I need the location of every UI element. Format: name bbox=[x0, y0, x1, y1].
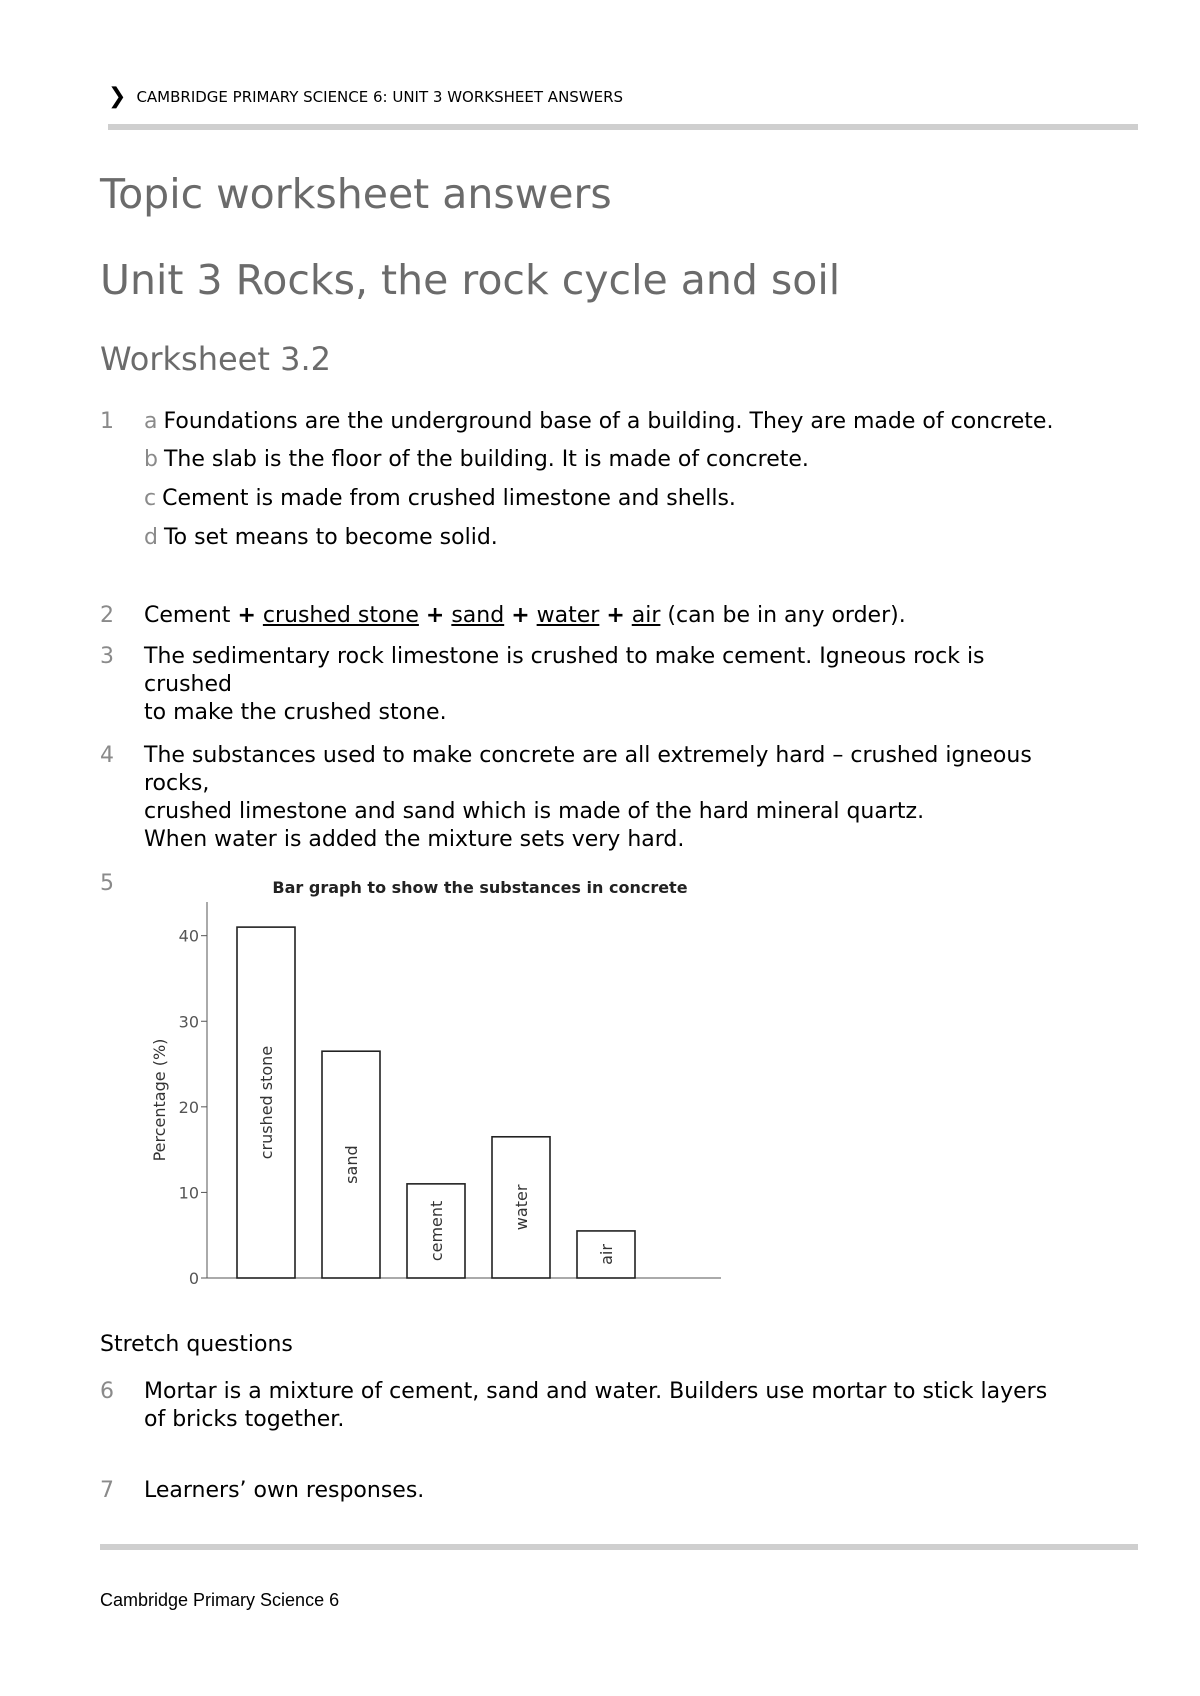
answer-1b bbox=[144, 446, 1060, 474]
question-number: 2 bbox=[100, 603, 114, 628]
question-1 bbox=[100, 408, 1060, 552]
worksheet-title: Worksheet 3.2 bbox=[100, 340, 331, 378]
y-tick-label: 10 bbox=[178, 1183, 199, 1203]
plus-sign: + bbox=[425, 603, 445, 628]
bar-label: water bbox=[512, 1184, 531, 1231]
question-number: 4 bbox=[100, 743, 114, 768]
plus-sign: + bbox=[606, 603, 625, 628]
y-tick-label: 0 bbox=[188, 1269, 199, 1288]
answer-text: Cement bbox=[144, 603, 231, 628]
blank-answer: water bbox=[536, 603, 600, 628]
answer-1d bbox=[144, 524, 1060, 552]
plus-sign: + bbox=[511, 603, 530, 628]
answer-line: of bricks together. bbox=[144, 1407, 345, 1432]
answer-text: Cement is made from crushed limestone and shells. bbox=[162, 486, 736, 511]
answer-text: The slab is the floor of the building. It is made of concrete. bbox=[163, 447, 809, 472]
question-number: 5 bbox=[100, 871, 114, 896]
y-axis-label: Percentage (%) bbox=[150, 1038, 169, 1162]
plus-sign: + bbox=[237, 603, 256, 628]
question-number: 1 bbox=[100, 409, 114, 434]
y-tick-label: 30 bbox=[178, 1012, 199, 1032]
bar-label: cement bbox=[427, 1200, 446, 1262]
blank-answer: air bbox=[631, 603, 661, 628]
bar-chart bbox=[135, 868, 775, 1288]
footer-text: Cambridge Primary Science 6 bbox=[100, 1590, 340, 1610]
part-letter: d bbox=[144, 525, 158, 550]
header-rule bbox=[108, 124, 1138, 130]
question-6 bbox=[100, 1378, 1060, 1434]
footer-rule bbox=[100, 1544, 1138, 1550]
question-7 bbox=[100, 1477, 1060, 1505]
question-2 bbox=[100, 602, 1060, 630]
answer-1a bbox=[144, 408, 1060, 436]
answer-line: Mortar is a mixture of cement, sand and water. Builders use mortar to stick layers bbox=[144, 1379, 1048, 1404]
blank-answer: crushed stone bbox=[262, 603, 419, 628]
part-letter: c bbox=[144, 486, 157, 511]
blank-answer: sand bbox=[451, 603, 505, 628]
bar-label: crushed stone bbox=[257, 1045, 276, 1160]
answer-2 bbox=[144, 602, 1060, 630]
unit-title: Unit 3 Rocks, the rock cycle and soil bbox=[100, 256, 841, 304]
answer-line: crushed limestone and sand which is made of the hard mineral quartz. bbox=[144, 799, 925, 824]
question-3 bbox=[100, 643, 1060, 727]
bar-label: sand bbox=[342, 1145, 361, 1184]
answer-line: to make the crushed stone. bbox=[144, 700, 447, 725]
answer-line: The substances used to make concrete are all extremely hard – crushed igneous rocks, bbox=[144, 743, 1032, 796]
bar-label: air bbox=[597, 1244, 616, 1265]
running-header bbox=[108, 86, 623, 108]
part-letter: b bbox=[144, 447, 158, 472]
answer-line: When water is added the mixture sets very hard. bbox=[144, 827, 685, 852]
answer-text: To set means to become solid. bbox=[163, 525, 498, 550]
chart-title: Bar graph to show the substances in concrete bbox=[272, 878, 688, 897]
y-tick-label: 20 bbox=[178, 1097, 199, 1117]
answer-line: The sedimentary rock limestone is crushed to make cement. Igneous rock is crushed bbox=[144, 644, 985, 697]
answer-1c bbox=[144, 485, 1060, 513]
part-letter: a bbox=[144, 409, 158, 434]
question-number: 7 bbox=[100, 1478, 114, 1503]
answer-line: Learners’ own responses. bbox=[144, 1478, 425, 1503]
chevron-right-icon: ❯ bbox=[108, 84, 127, 109]
question-4 bbox=[100, 742, 1060, 854]
question-number: 3 bbox=[100, 644, 114, 669]
page-title: Topic worksheet answers bbox=[100, 170, 612, 218]
answer-text: (can be in any order). bbox=[667, 603, 906, 628]
stretch-heading: Stretch questions bbox=[100, 1332, 293, 1357]
question-number: 6 bbox=[100, 1379, 114, 1404]
y-tick-label: 40 bbox=[178, 926, 199, 946]
running-header-text: CAMBRIDGE PRIMARY SCIENCE 6: UNIT 3 WORKSHEET ANSWERS bbox=[136, 88, 624, 106]
answer-text: Foundations are the underground base of a building. They are made of concrete. bbox=[163, 409, 1054, 434]
